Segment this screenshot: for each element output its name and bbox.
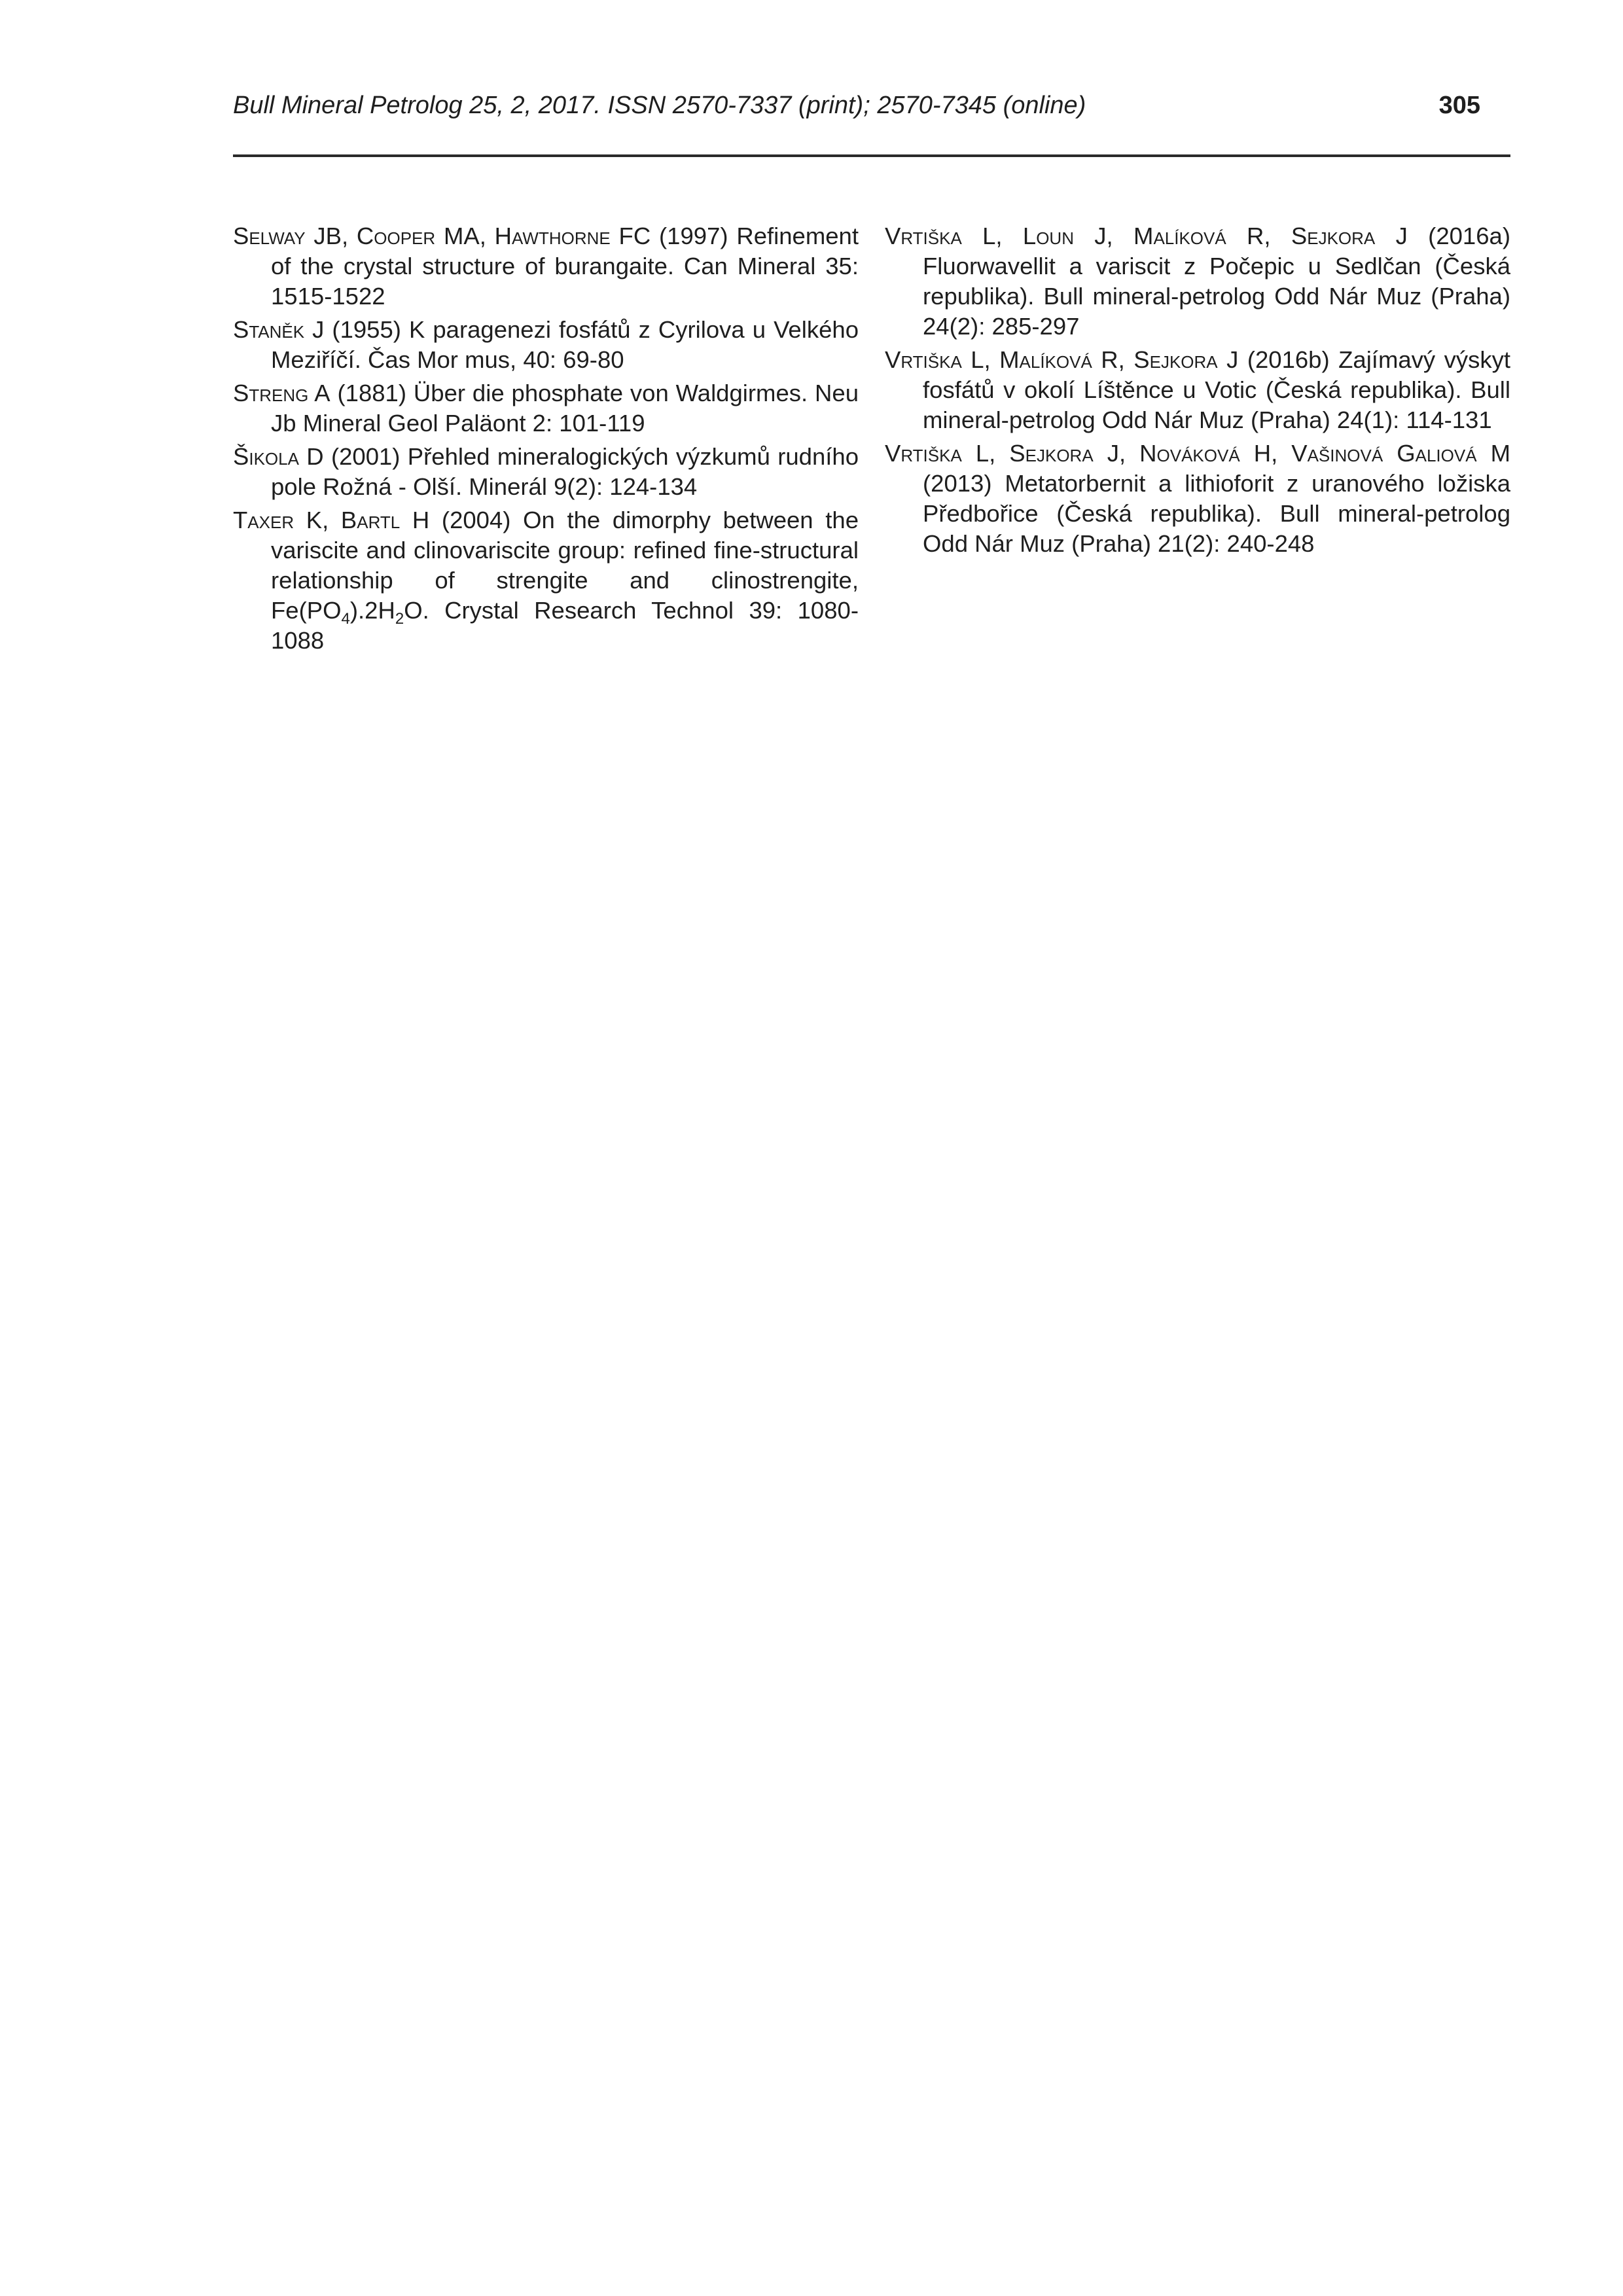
reference-entry (233, 315, 859, 375)
reference-entry (233, 505, 859, 656)
reference-entry (233, 378, 859, 439)
reference-text: (1997) Refinement of the crystal structure of burangaite. Can Mineral 35: 1515-1522 (271, 223, 859, 310)
reference-authors: Vrtiška L, Malíková R, Sejkora J (885, 346, 1239, 373)
reference-text: (1955) K paragenezi fosfátů z Cyrilova u Velkého Meziříčí. Čas Mor mus, 40: 69-80 (271, 316, 859, 373)
reference-entry (233, 221, 859, 312)
reference-authors: Vrtiška L, Sejkora J, Nováková H, Vašinová Galiová M (885, 440, 1510, 467)
reference-text: (2016a) Fluorwavellit a variscit z Počepic u Sedlčan (Česká republika). Bull mineral-petrolog Odd Nár Muz (Praha) 24(2): 285-297 (923, 223, 1510, 340)
journal-citation-line: Bull Mineral Petrolog 25, 2, 2017. ISSN 2570-7337 (print); 2570-7345 (online) (233, 92, 1086, 119)
reference-entry (233, 442, 859, 502)
reference-text: O. Crystal Research Technol 39: 1080-1088 (271, 597, 859, 654)
running-header (233, 86, 1480, 126)
subscript: 4 (341, 610, 350, 628)
subscript: 2 (395, 610, 404, 628)
reference-authors: Taxer K, Bartl H (233, 507, 430, 533)
reference-authors: Streng A (233, 380, 330, 406)
reference-authors: Vrtiška L, Loun J, Malíková R, Sejkora J (885, 223, 1408, 249)
header-rule (233, 154, 1510, 157)
reference-text: (2004) On the dimorphy between the variscite and clinovariscite group: refined fine-structural relationship of strengite and clinostrengite, Fe(PO (271, 507, 859, 624)
reference-entry (885, 221, 1510, 342)
references-right-column (885, 221, 1510, 562)
reference-text: (2001) Přehled mineralogických výzkumů rudního pole Rožná - Olší. Minerál 9(2): 124-134 (271, 443, 859, 500)
reference-entry (885, 345, 1510, 435)
reference-authors: Šikola D (233, 443, 324, 470)
reference-text: (2016b) Zajímavý výskyt fosfátů v okolí Líštěnce u Votic (Česká republika). Bull mineral-petrolog Odd Nár Muz (Praha) 24(1): 114-131 (923, 346, 1511, 433)
reference-authors: Staněk J (233, 316, 325, 343)
reference-authors: Selway JB, Cooper MA, Hawthorne FC (233, 223, 651, 249)
reference-entry (885, 439, 1510, 559)
reference-text: (1881) Über die phosphate von Waldgirmes. Neu Jb Mineral Geol Paläont 2: 101-119 (271, 380, 859, 437)
references-left-column (233, 221, 859, 659)
reference-text: ).2H (349, 597, 395, 624)
reference-text: (2013) Metatorbernit a lithioforit z uranového ložiska Předbořice (Česká republika). Bull mineral-petrolog Odd Nár Muz (Praha) 21(2): 240-248 (923, 470, 1510, 557)
page-number: 305 (1438, 92, 1480, 119)
